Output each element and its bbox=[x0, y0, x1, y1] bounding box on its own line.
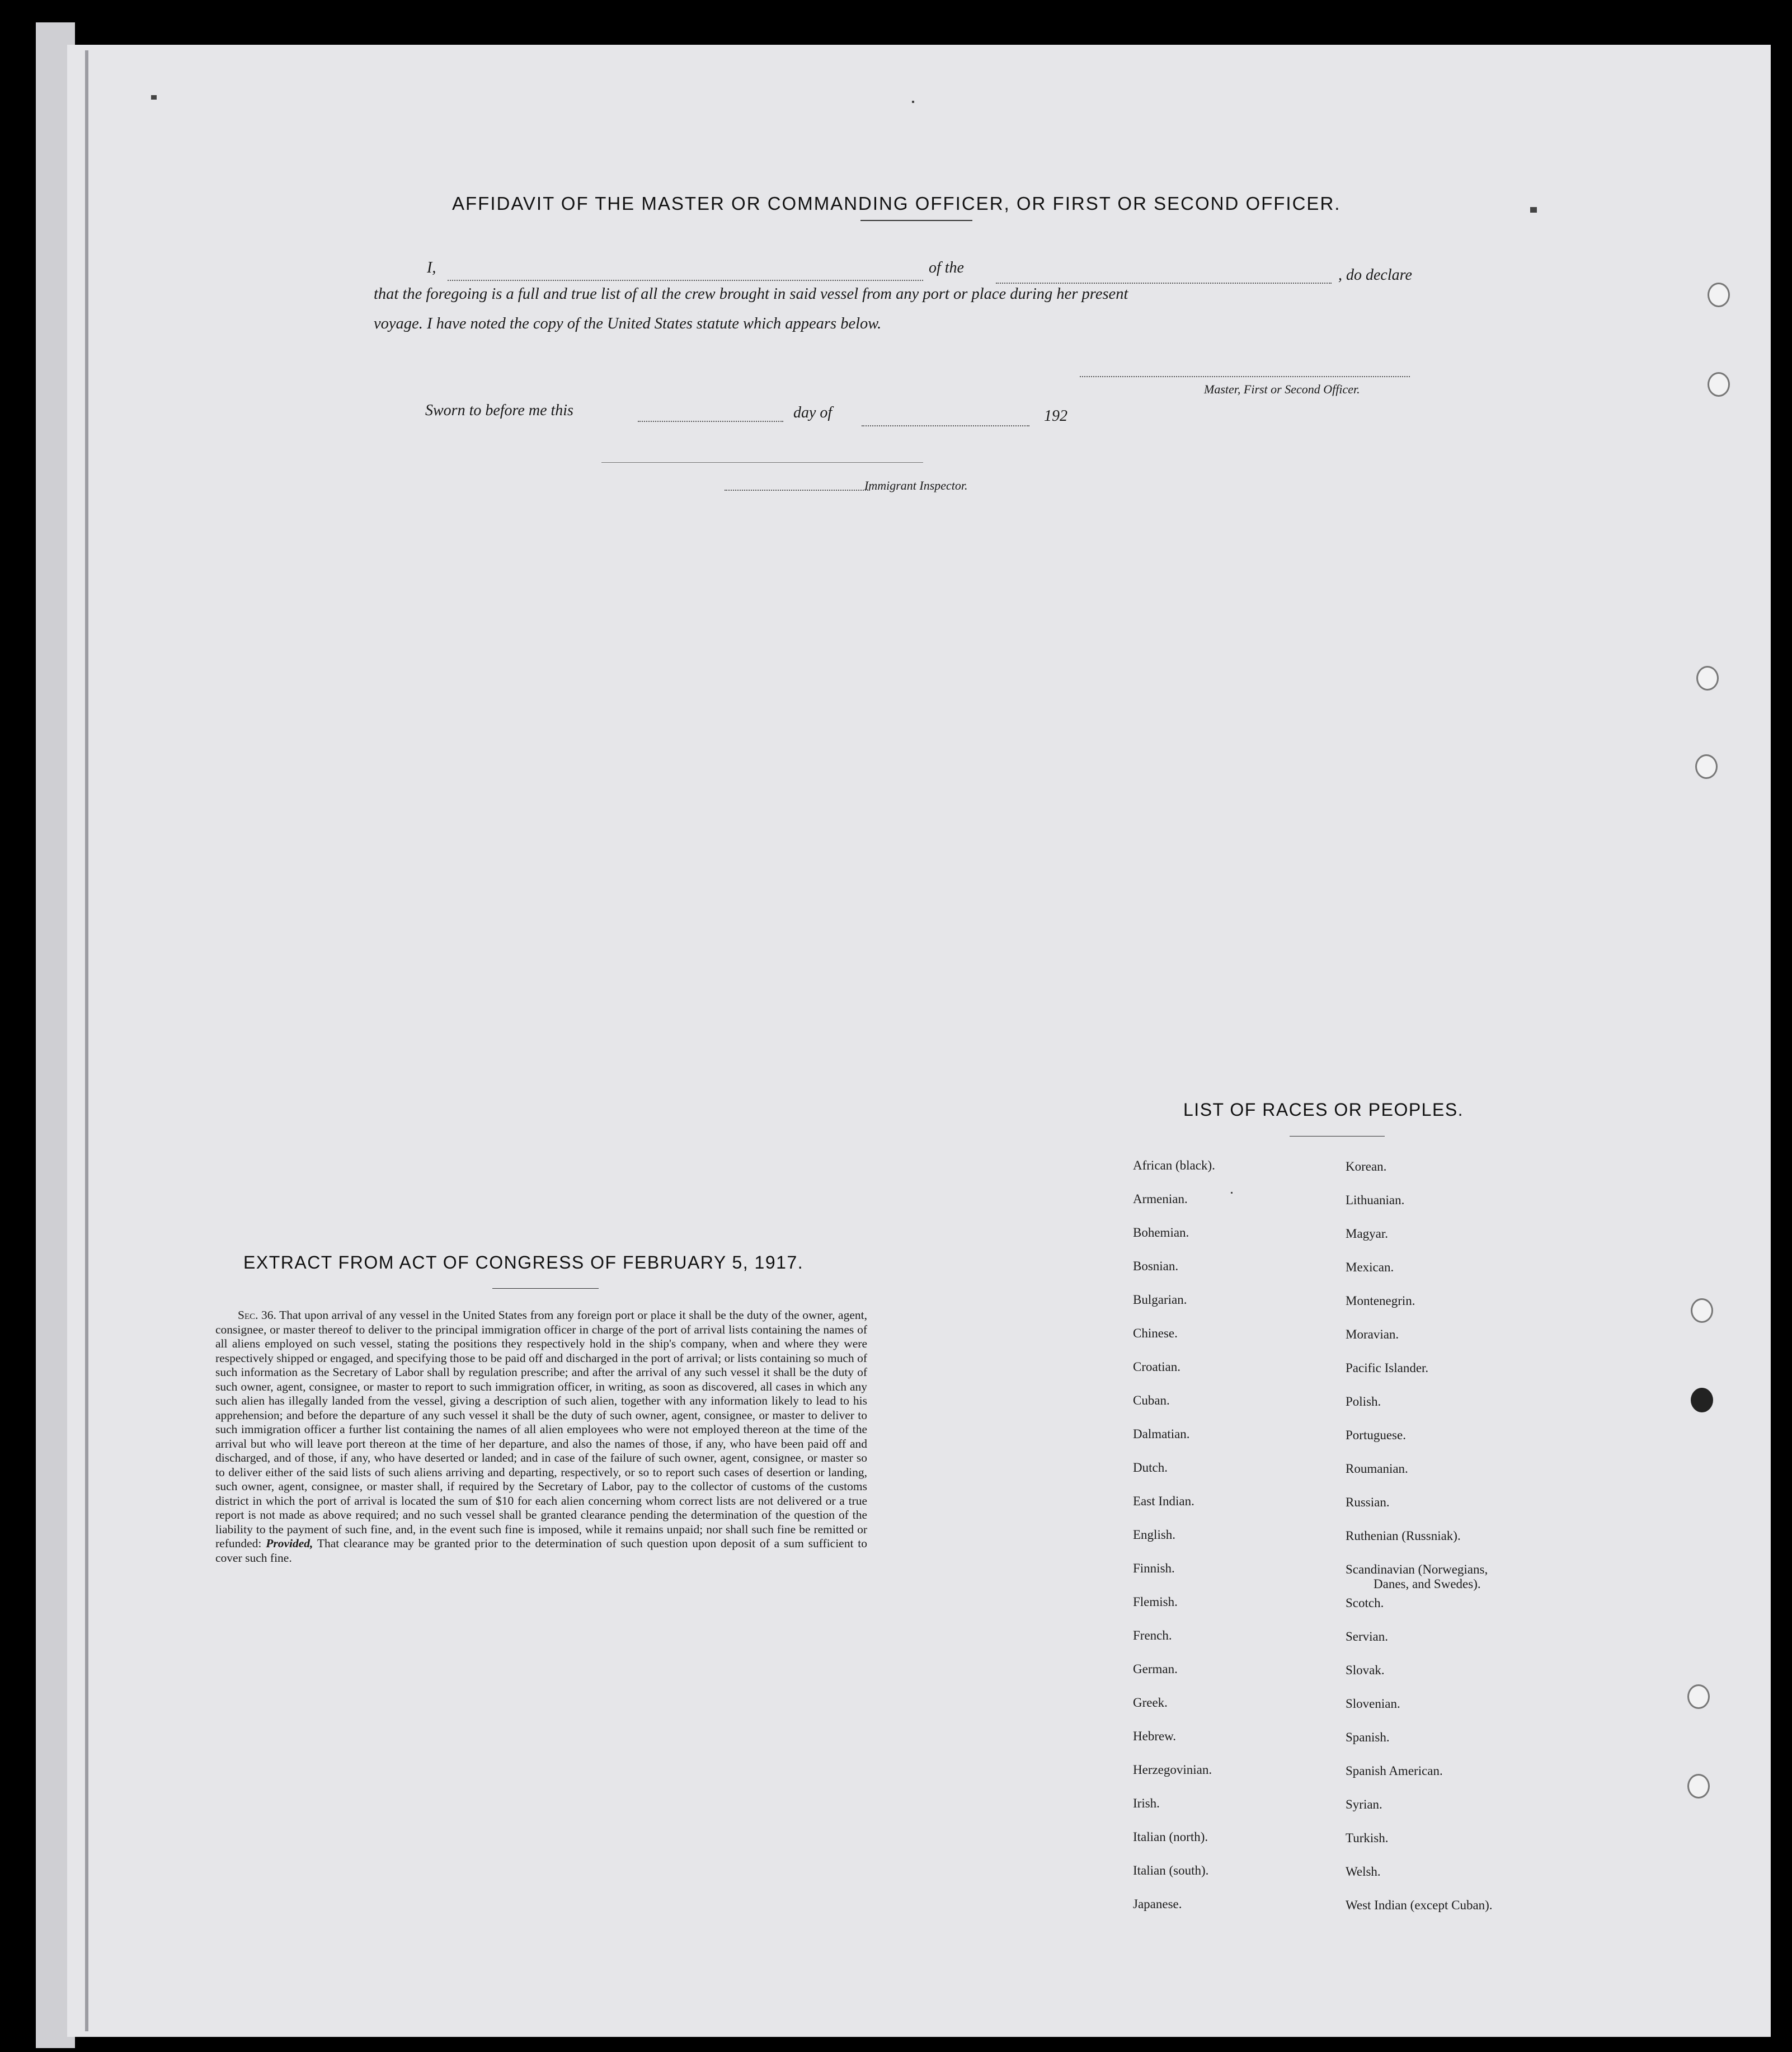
race-item: Herzegovinian. bbox=[1133, 1763, 1212, 1777]
day-blank[interactable] bbox=[638, 421, 783, 422]
provided-label: Provided, bbox=[266, 1537, 313, 1550]
inspector-caption: Immigrant Inspector. bbox=[864, 478, 968, 492]
scan-speck bbox=[1231, 1192, 1233, 1194]
race-item: Syrian. bbox=[1346, 1797, 1382, 1811]
race-item: Bohemian. bbox=[1133, 1225, 1189, 1239]
race-item: Irish. bbox=[1133, 1796, 1160, 1810]
race-item: Polish. bbox=[1346, 1394, 1381, 1408]
year-prefix: 192 bbox=[1044, 407, 1067, 425]
document-page bbox=[67, 45, 1771, 2037]
scan-speck bbox=[151, 95, 157, 100]
month-blank[interactable] bbox=[862, 425, 1029, 426]
scan-speck bbox=[912, 101, 914, 103]
race-item: Montenegrin. bbox=[1346, 1294, 1415, 1308]
title-underline bbox=[860, 220, 972, 221]
scan-speck bbox=[1530, 207, 1537, 213]
master-signature-line[interactable] bbox=[1080, 376, 1410, 377]
affidavit-line-3: voyage. I have noted the copy of the United States statute which appears below. bbox=[374, 315, 882, 332]
race-item: Italian (south). bbox=[1133, 1863, 1209, 1877]
race-item: Turkish. bbox=[1346, 1831, 1389, 1845]
extract-body bbox=[215, 1308, 867, 1565]
extract-title: EXTRACT FROM ACT OF CONGRESS OF FEBRUARY 5, 1917. bbox=[243, 1252, 804, 1272]
section-label: Sec. 36. bbox=[238, 1308, 276, 1322]
race-item: Korean. bbox=[1346, 1159, 1387, 1173]
affidavit-do-declare: , do declare bbox=[1338, 266, 1412, 284]
race-item: English. bbox=[1133, 1528, 1176, 1542]
races-right-column bbox=[1346, 1159, 1493, 1932]
race-item: Lithuanian. bbox=[1346, 1193, 1405, 1207]
race-item: Portuguese. bbox=[1346, 1428, 1406, 1442]
race-item: West Indian (except Cuban). bbox=[1346, 1898, 1493, 1912]
page-fold-line bbox=[85, 50, 88, 2031]
race-item: Pacific Islander. bbox=[1346, 1361, 1429, 1375]
race-item: Hebrew. bbox=[1133, 1729, 1177, 1743]
race-item: Bulgarian. bbox=[1133, 1293, 1187, 1307]
affidavit-line-2: that the foregoing is a full and true list of all the crew brought in said vessel from any port or place during her present bbox=[374, 285, 1128, 303]
master-caption: Master, First or Second Officer. bbox=[1204, 382, 1360, 396]
race-item: Dalmatian. bbox=[1133, 1427, 1190, 1441]
extract-underline bbox=[492, 1288, 599, 1289]
race-item: Roumanian. bbox=[1346, 1462, 1408, 1476]
race-item: Chinese. bbox=[1133, 1326, 1178, 1340]
race-item: Armenian. bbox=[1133, 1192, 1188, 1206]
races-underline bbox=[1290, 1136, 1385, 1137]
binder-hole bbox=[1691, 1298, 1713, 1323]
races-title: LIST OF RACES OR PEOPLES. bbox=[1183, 1100, 1464, 1120]
race-item: Russian. bbox=[1346, 1495, 1390, 1509]
race-item: Spanish American. bbox=[1346, 1764, 1443, 1778]
section-text: That upon arrival of any vessel in the United States from any foreign port or place it shall be the duty of the owner, agent, consignee, or master thereof to deliver to the principal immigration officer in charge of the port of arrival lists containing the names of all aliens employed on such vessel, stating the positions they respectively hold in the ship's company, when and where they were respectively shipped or engaged, and specifying those to be paid off and discharged in the port of arrival; or lists containing so much of such information as the Secretary of Labor shall by regulation prescribe; and after the arrival of any such vessel it shall be the duty of such owner, agent, consignee, or master to report to such immigration officer, in writing, as soon as discovered, all cases in which any such alien has illegally landed from the vessel, giving a description of such alien, together with any information likely to lead to his apprehension; and before the departure of any such vessel it shall be the duty of such owner, agent, consignee, or master to deliver to such immigration officer a further list containing the names of all alien employees who were not employed thereon at the time of the arrival but who will leave port thereon at the time of her departure, and also the names of those, if any, who have been paid off and discharged, and of those, if any, who have deserted or landed; and in case of the failure of such owner, agent, consignee, or master so to deliver either of the said lists of such aliens arriving and departing, respectively, or so to report such cases of desertion or landing, such owner, agent, consignee, or master shall, if required by the Secretary of Labor, pay to the collector of customs of the customs district in which the port of arrival is located the sum of $10 for each alien concerning whom correct lists are not delivered or a true report is not made as above required; and no such vessel shall be granted clearance pending the determination of the question of the liability to the payment of such fine, and, in the event such fine is imposed, while it remains unpaid; nor shall such fine be remitted or refunded: bbox=[215, 1308, 867, 1550]
vessel-blank[interactable] bbox=[996, 283, 1332, 284]
race-item: Flemish. bbox=[1133, 1595, 1178, 1609]
race-item: Dutch. bbox=[1133, 1461, 1168, 1475]
name-blank[interactable] bbox=[448, 280, 923, 281]
binder-hole bbox=[1696, 666, 1719, 691]
binder-hole bbox=[1687, 1774, 1710, 1799]
race-item: Servian. bbox=[1346, 1630, 1389, 1644]
provided-text: That clearance may be granted prior to the determination of such question upon deposit of a sum sufficient to cover such fine. bbox=[215, 1537, 867, 1565]
race-item: Greek. bbox=[1133, 1696, 1168, 1710]
race-item: Slovenian. bbox=[1346, 1697, 1400, 1711]
day-of-label: day of bbox=[793, 404, 832, 421]
race-item: Bosnian. bbox=[1133, 1259, 1179, 1273]
race-item: French. bbox=[1133, 1628, 1172, 1642]
inspector-signature-line[interactable] bbox=[725, 490, 870, 491]
binder-hole bbox=[1695, 754, 1718, 779]
race-item: Welsh. bbox=[1346, 1865, 1381, 1879]
race-item: Italian (north). bbox=[1133, 1830, 1208, 1844]
binder-hole bbox=[1708, 372, 1730, 397]
race-item: Japanese. bbox=[1133, 1897, 1182, 1911]
binder-hole bbox=[1708, 283, 1730, 307]
race-item: Scotch. bbox=[1346, 1596, 1384, 1610]
race-item: Croatian. bbox=[1133, 1360, 1180, 1374]
binder-hole bbox=[1687, 1684, 1710, 1709]
sworn-text: Sworn to before me this bbox=[425, 402, 573, 419]
race-item: Ruthenian (Russniak). bbox=[1346, 1529, 1461, 1543]
race-item: Spanish. bbox=[1346, 1730, 1390, 1744]
race-item: Moravian. bbox=[1346, 1327, 1399, 1341]
race-item: Cuban. bbox=[1133, 1393, 1170, 1407]
affidavit-i-label: I, bbox=[427, 259, 436, 276]
races-left-column bbox=[1133, 1158, 1215, 1931]
race-item: Mexican. bbox=[1346, 1260, 1394, 1274]
race-item-scandinavian-cont: Danes, and Swedes). bbox=[1374, 1577, 1481, 1591]
affidavit-title: AFFIDAVIT OF THE MASTER OR COMMANDING OFFICER, OR FIRST OR SECOND OFFICER. bbox=[452, 193, 1341, 214]
race-item: Finnish. bbox=[1133, 1561, 1175, 1575]
affidavit-of-the: of the bbox=[929, 259, 964, 276]
race-item-scandinavian: Scandinavian (Norwegians, bbox=[1346, 1562, 1488, 1576]
race-item: Magyar. bbox=[1346, 1227, 1389, 1241]
binder-hole bbox=[1691, 1388, 1713, 1412]
race-item: German. bbox=[1133, 1662, 1178, 1676]
race-item: African (black). bbox=[1133, 1158, 1215, 1172]
race-item: East Indian. bbox=[1133, 1494, 1194, 1508]
race-item: Slovak. bbox=[1346, 1663, 1385, 1677]
inspector-seal-line bbox=[601, 462, 923, 463]
race-item bbox=[1346, 1562, 1493, 1596]
